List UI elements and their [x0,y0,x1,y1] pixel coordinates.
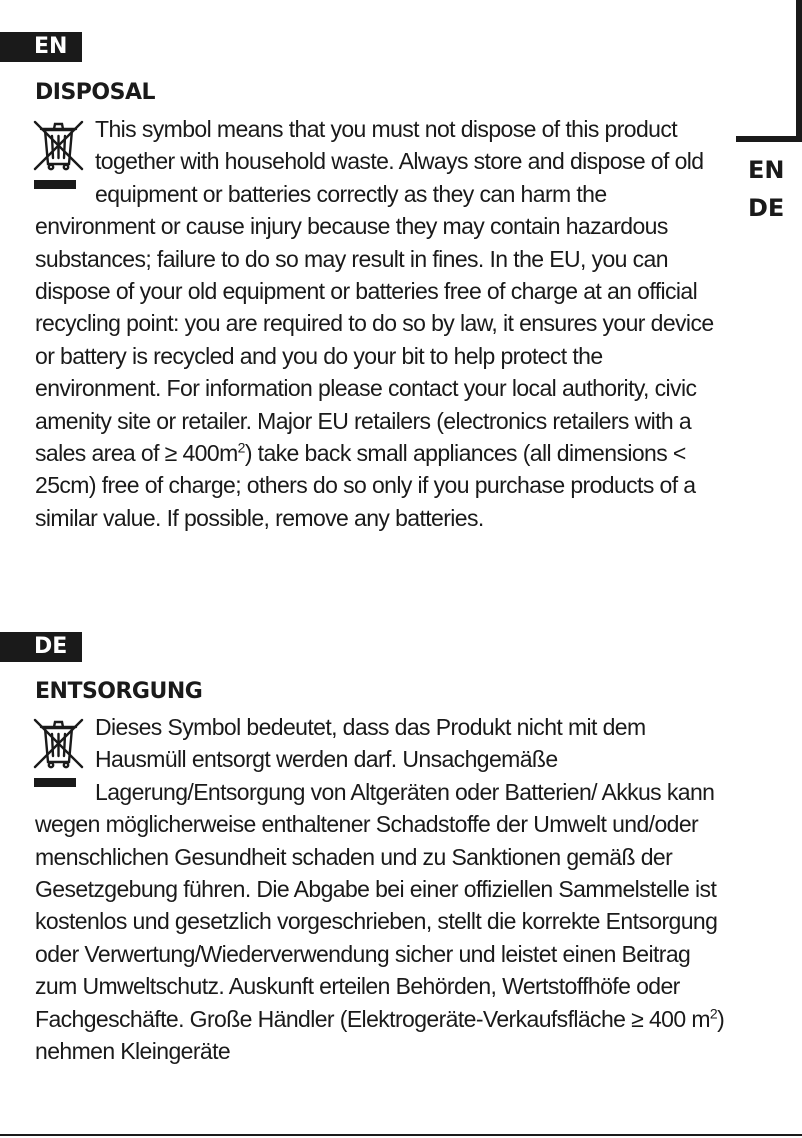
tab-label-de: DE [748,194,785,222]
body-text-en-part1: This symbol means that you must not dispose of this product together with household waste. Always store and dispose of old equipment or batteries correctly as they can harm the environment or cause injury because they may contain hazardous substances; failure to do so may result in fines. In the EU, you can dispose of your old equipment or batteries free of charge at an official recycling point: you are required to do so by law, it ensures your device or battery is recycled and you do your bit to help protect the environment. For information please contact your local authority, civic amenity site or retailer. Major EU retailers (electronics retailers with a sales area of ≥ 400m [35,116,714,467]
section-title-de: ENTSORGUNG [35,679,203,704]
superscript-en: 2 [237,439,245,456]
tab-label-en: EN [748,156,785,184]
body-text-de-part1: Dieses Symbol bedeutet, dass das Produkt nicht mit dem Hausmüll entsorgt werden darf. Unsachgemäße Lagerung/Entsorgung von Altgeräten oder Batterien/ Akkus kann wegen möglicherweise enthaltener Schadstoffe der Umwelt und/oder menschlichen Gesundheit schaden und zu Sanktionen gemäß der Gesetzgebung führen. Die Abgabe bei einer offiziellen Sammelstelle ist kostenlos und gesetzlich vorgeschrieben, stellt die korrekte Entsorgung oder Verwertung/Wiederverwendung sicher und leistet einen Beitrag zum Umweltschutz. Auskunft erteilen Behörden, Wertstoffhöfe oder Fachgeschäfte. Große Händler (Elektrogeräte-Verkaufsfläche ≥ 400 m [35,714,718,1032]
body-text-en-part2: ) take back small appliances (all dimensions < 25cm) free of charge; others do so only if you purchase products of a similar value. If possible, remove any batteries. [35,440,696,531]
language-badge-en: EN [0,32,82,62]
tab-marker-bracket [736,0,802,142]
body-text-en [35,113,725,534]
section-title-en: DISPOSAL [35,80,156,105]
superscript-de: 2 [709,1005,718,1021]
bottom-divider [0,1134,802,1136]
language-badge-de: DE [0,632,82,662]
body-text-de-part2: ) nehmen Kleingeräte [35,1005,725,1065]
body-text-de [35,711,725,1067]
